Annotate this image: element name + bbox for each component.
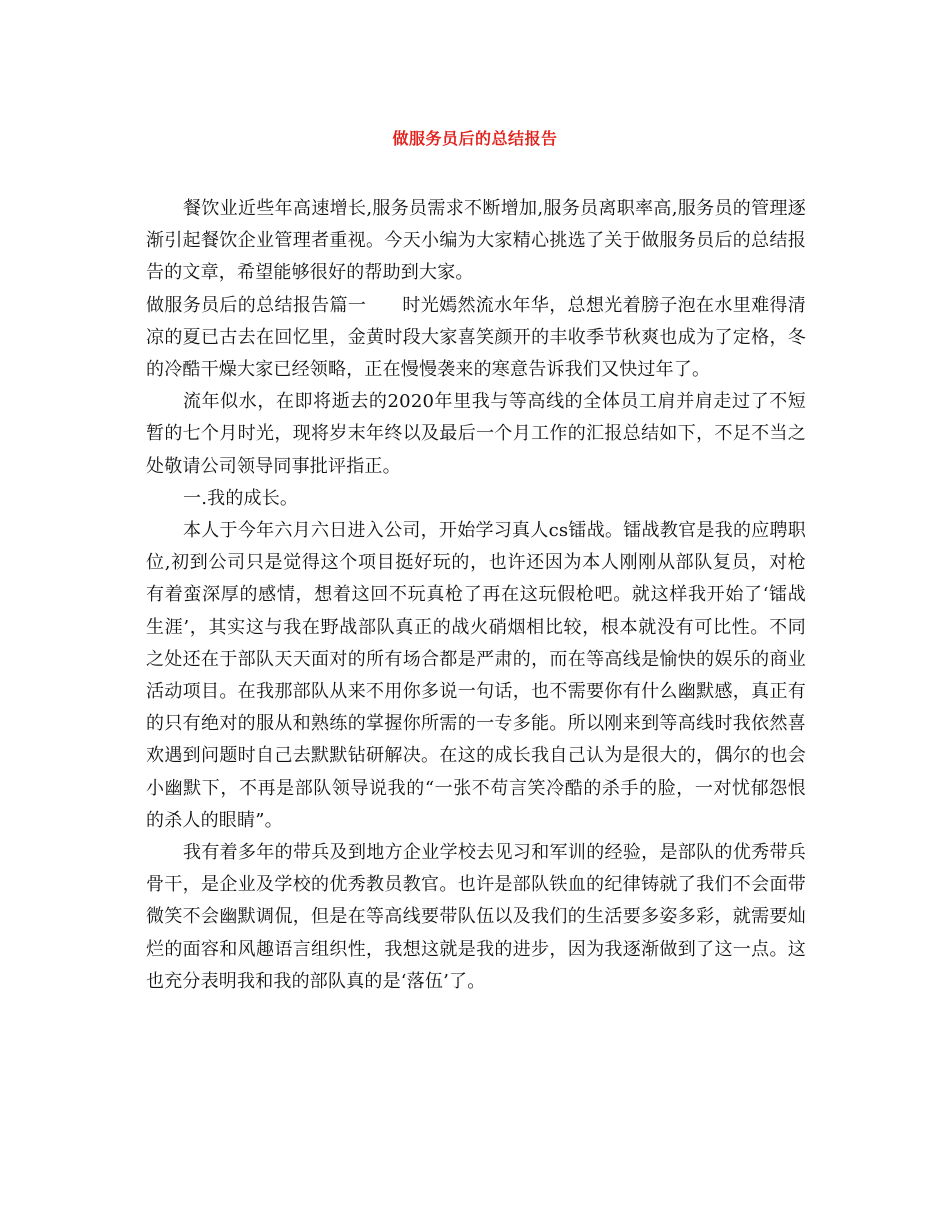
paragraph-section-one: [146, 290, 806, 387]
section-heading: 做服务员后的总结报告篇一: [146, 294, 367, 316]
subheading-my-growth: 一.我的成长。: [183, 487, 299, 509]
paragraph-intro: 餐饮业近些年高速增长,服务员需求不断增加,服务员离职率高,服务员的管理逐渐引起餐饮企业管理者重视。今天小编为大家精心挑选了关于做服务员后的总结报告的文章，希望能够很好的帮助到大家。: [146, 198, 806, 284]
paragraph-military-experience: 我有着多年的带兵及到地方企业学校去见习和军训的经验，是部队的优秀带兵骨干，是企业及学校的优秀教员教官。也许是部队铁血的纪律铸就了我们不会面带微笑不会幽默调侃，但是在等高线要带队伍以及我们的生活要多姿多彩，就需要灿烂的面容和风趣语言组织性，我想这就是我的进步，因为我逐渐做到了这一点。这也充分表明我和我的部队真的是‘落伍’了。: [146, 842, 806, 992]
document-title: 做服务员后的总结报告: [392, 129, 558, 148]
paragraph-year-summary: 流年似水，在即将逝去的2020年里我与等高线的全体员工肩并肩走过了不短暂的七个月时光，现将岁末年终以及最后一个月工作的汇报总结如下，不足不当之处敬请公司领导同事批评指正。: [146, 391, 806, 477]
paragraph-growth-details: 本人于今年六月六日进入公司，开始学习真人cs镭战。镭战教官是我的应聘职位,初到公司只是觉得这个项目挺好玩的，也许还因为本人刚刚从部队复员，对枪有着蛮深厚的感情，想着这回不玩真枪了再在这玩假枪吧。就这样我开始了‘镭战生涯’，其实这与我在野战部队真正的战火硝烟相比较，根本就没有可比性。不同之处还在于部队天天面对的所有场合都是严肃的，而在等高线是愉快的娱乐的商业活动项目。在我那部队从来不用你多说一句话，也不需要你有什么幽默感，真正有的只有绝对的服从和熟练的掌握你所需的一专多能。所以刚来到等高线时我依然喜欢遇到问题时自己去默默钻研解决。在这的成长我自己认为是很大的，偶尔的也会小幽默下，不再是部队领导说我的“一张不苟言笑冷酷的杀手的脸，一对忧郁怨恨的杀人的眼睛”。: [146, 520, 806, 831]
section-one-text: 时光嫣然流水年华，总想光着膀子泡在水里难得清凉的夏已古去在回忆里，金黄时段大家喜笑颜开的丰收季节秋爽也成为了定格，冬的冷酷干燥大家已经领略，正在慢慢袭来的寒意告诉我们又快过年了。: [146, 294, 806, 381]
document-body: [146, 193, 806, 998]
